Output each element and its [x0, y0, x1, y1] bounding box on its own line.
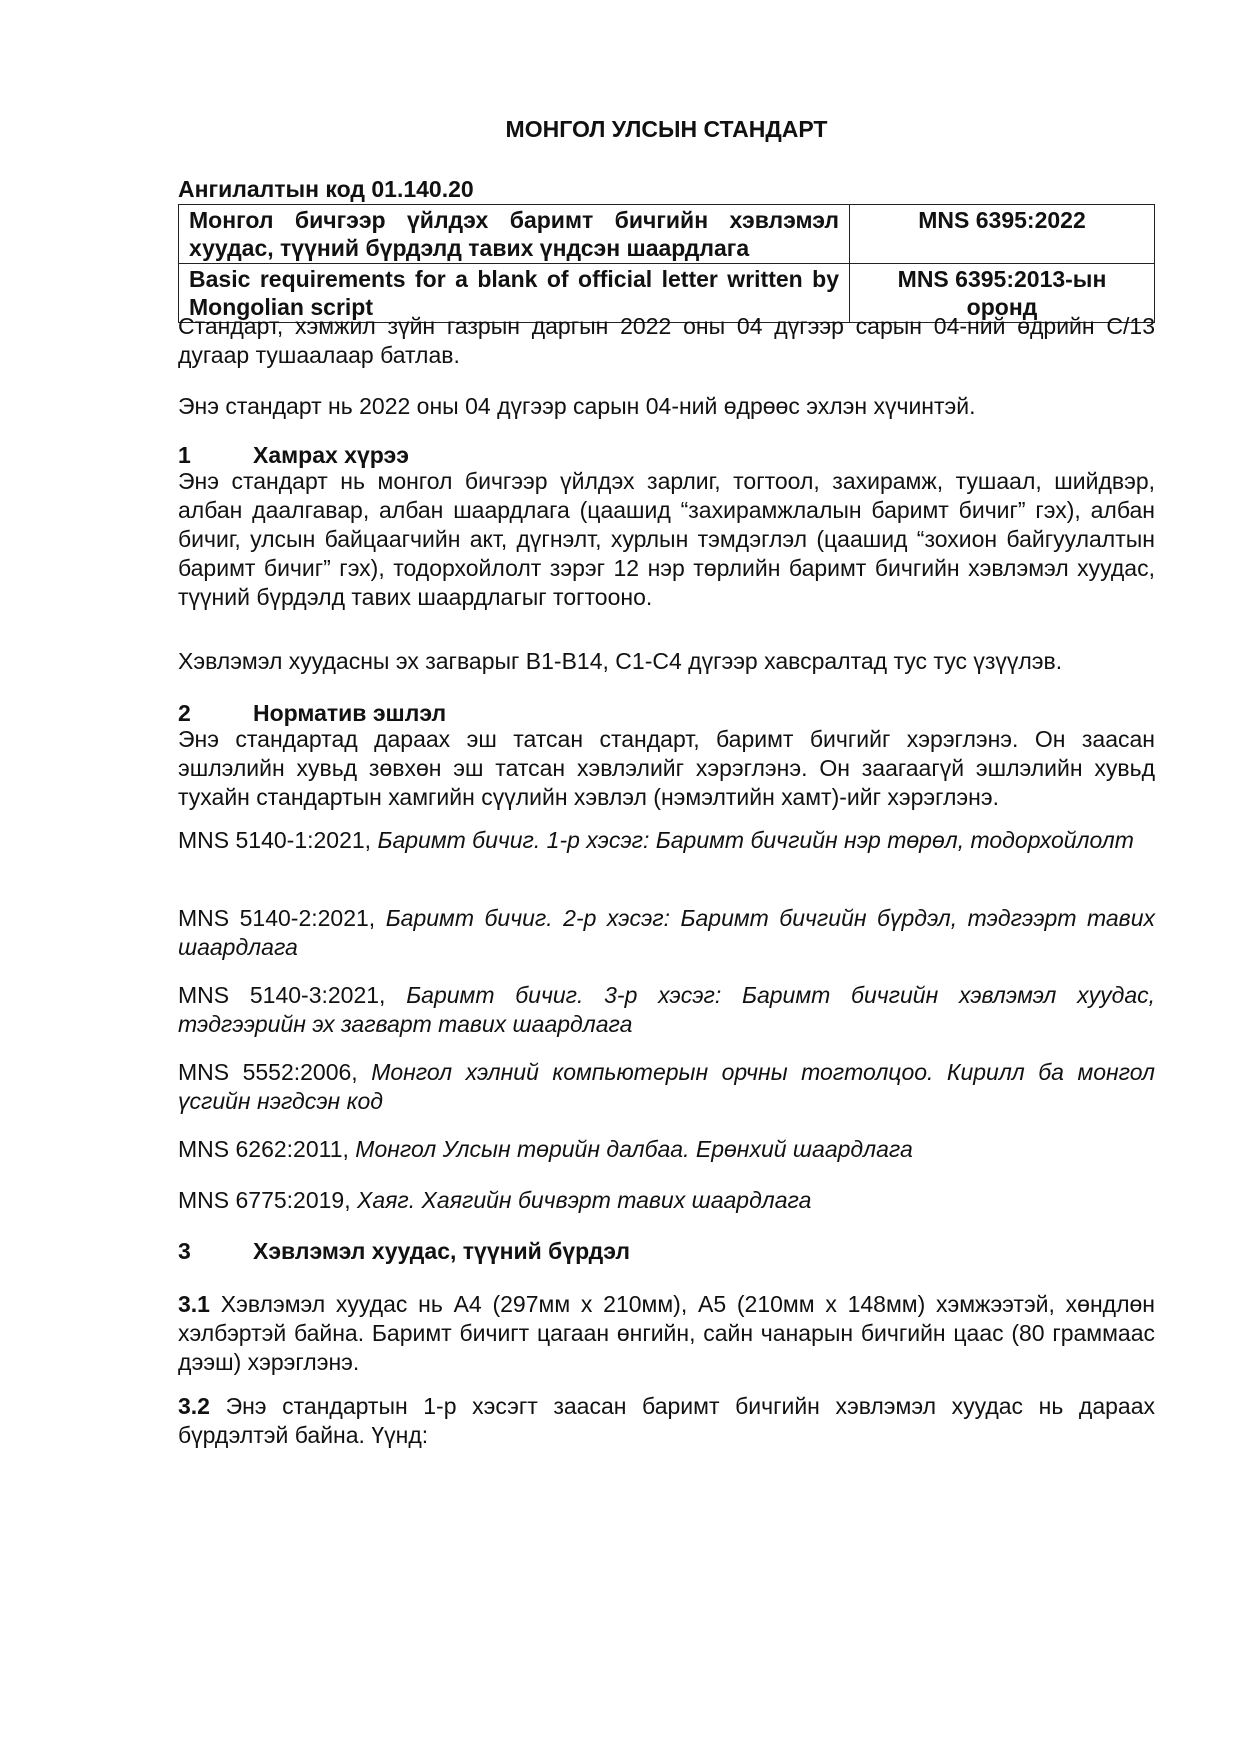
section-number: 3: [178, 1238, 191, 1264]
section-2-intro: Энэ стандартад дараах эш татсан стандарт, баримт бичгийг хэрэглэнэ. Он заасан эшлэлийн хувьд зөвхөн эш татсан хэвлэлийг хэрэглэнэ. Он заагаагүй эшлэлийн хувьд тухайн стандартын хамгийн сүүлийн хэвлэл (нэмэлтийн хамт)-ийг хэрэглэнэ.: [178, 726, 1155, 810]
reference-item: [178, 1186, 1155, 1215]
section-number: 2: [178, 700, 191, 726]
section-1-appendix-note: Хэвлэмэл хуудасны эх загварыг B1-B14, C1-C4 дүгээр хавсралтад тус тус үзүүлэв.: [178, 648, 1063, 674]
reference-title: Баримт бичиг. 1-р хэсэг: Баримт бичгийн нэр төрөл, тодорхойлолт: [377, 827, 1134, 853]
reference-item: [178, 826, 1155, 855]
table-row: [179, 205, 1155, 264]
approval-paragraph: Стандарт, хэмжил зүйн газрын даргын 2022 оны 04 дүгээр сарын 04-ний өдрийн С/13 дугаар тушаалаар батлав.: [178, 313, 1155, 368]
reference-title: Монгол Улсын төрийн далбаа. Ерөнхий шаардлага: [355, 1136, 913, 1162]
clause-3-2: [178, 1392, 1155, 1450]
reference-title: Баримт бичиг. 2-р хэсэг: Баримт бичгийн бүрдэл, тэдгээрт тавих шаардлага: [178, 905, 1155, 960]
clause-number: 3.1: [178, 1291, 210, 1317]
section-2-heading: [178, 700, 446, 727]
reference-code: MNS 5140-3:2021,: [178, 982, 386, 1008]
section-1-paragraph: Энэ стандарт нь монгол бичгээр үйлдэх зарлиг, тогтоол, захирамж, тушаал, шийдвэр, албан даалгавар, албан шаардлага (цаашид “захирамжлалын баримт бичиг” гэх), албан бичиг, улсын байцаагчийн акт, дүгнэлт, хурлын тэмдэглэл (цаашид “зохион байгуулалтын баримт бичиг” гэх), тодорхойлолт зэрэг 12 нэр төрлийн баримт бичгийн хэвлэмэл хуудас, түүний бүрдэлд тавих шаардлагыг тогтооно.: [178, 468, 1155, 610]
section-title: Норматив эшлэл: [253, 700, 447, 726]
clause-text: Хэвлэмэл хуудас нь А4 (297мм x 210мм), А5 (210мм x 148мм) хэмжээтэй, хөндлөн хэлбэртэй байна. Баримт бичигт цагаан өнгийн, сайн чанарын бичгийн цаас (80 граммаас дээш) хэрэглэнэ.: [178, 1291, 1156, 1375]
reference-code: MNS 6262:2011,: [178, 1136, 349, 1162]
reference-item: [178, 904, 1155, 962]
reference-item: [178, 981, 1155, 1039]
reference-code: MNS 5552:2006,: [178, 1059, 358, 1085]
clause-number: 3.2: [178, 1393, 210, 1419]
classification-code: Ангилалтын код 01.140.20: [178, 176, 474, 202]
section-3-heading: [178, 1238, 630, 1265]
title-mongolian: Монгол бичгээр үйлдэх баримт бичгийн хэвлэмэл хуудас, түүний бүрдэлд тавих үндсэн шаардлага: [179, 205, 850, 264]
reference-title: Хаяг. Хаягийн бичвэрт тавих шаардлага: [357, 1187, 812, 1213]
standard-number: MNS 6395:2022: [850, 205, 1155, 264]
clause-text: Энэ стандартын 1-р хэсэгт заасан баримт бичгийн хэвлэмэл хуудас нь дараах бүрдэлтэй байна. Үүнд:: [178, 1393, 1155, 1448]
section-title: Хамрах хүрээ: [253, 442, 409, 468]
reference-code: MNS 6775:2019,: [178, 1187, 351, 1213]
reference-title: Баримт бичиг. 3-р хэсэг: Баримт бичгийн хэвлэмэл хуудас, тэдгээрийн эх загварт тавих шаардлага: [178, 982, 1156, 1037]
section-number: 1: [178, 442, 191, 468]
effective-paragraph: Энэ стандарт нь 2022 оны 04 дүгээр сарын 04-ний өдрөөс эхлэн хүчинтэй.: [178, 393, 976, 419]
reference-code: MNS 5140-1:2021,: [178, 827, 372, 853]
title-english: Basic requirements for a blank of official letter written by Mongolian script: [179, 264, 850, 323]
reference-title: Монгол хэлний компьютерын орчны тогтолцоо. Кирилл ба монгол үсгийн нэгдсэн код: [178, 1059, 1155, 1114]
standard-meta-table: [178, 204, 1155, 323]
reference-code: MNS 5140-2:2021,: [178, 905, 376, 931]
reference-item: [178, 1058, 1155, 1116]
clause-3-1: [178, 1290, 1155, 1377]
reference-item: [178, 1135, 1155, 1164]
replaces-standard: MNS 6395:2013-ын оронд: [850, 264, 1155, 323]
section-1-heading: [178, 442, 409, 469]
document-title: МОНГОЛ УЛСЫН СТАНДАРТ: [505, 116, 828, 142]
section-title: Хэвлэмэл хуудас, түүний бүрдэл: [253, 1238, 630, 1264]
